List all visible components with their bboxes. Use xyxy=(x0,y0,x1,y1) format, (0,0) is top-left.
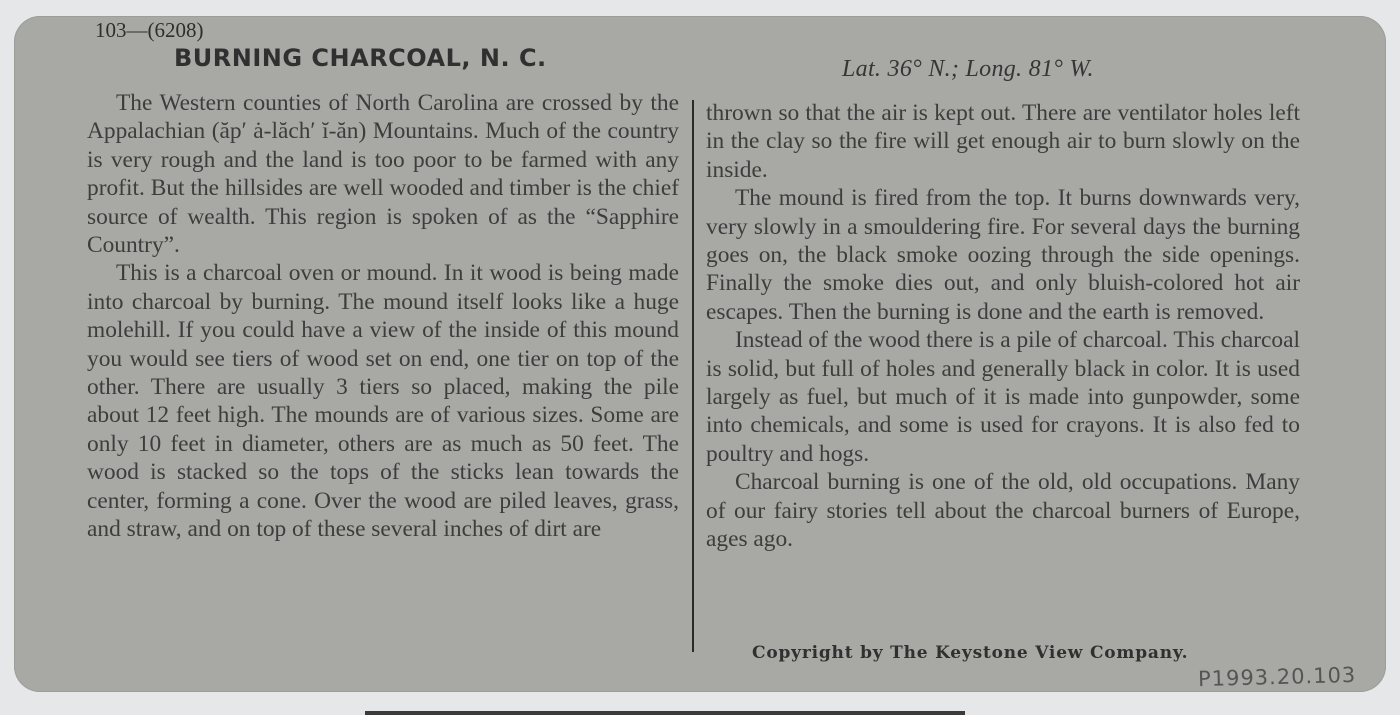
text-column-right xyxy=(706,99,1300,554)
catalog-number: 103—(6208) xyxy=(95,18,204,42)
paragraph: Charcoal burning is one of the old, old occupations. Many of our fairy stories tell about the charcoal burners of Europe, ages ago. xyxy=(706,469,1300,553)
text-column-left xyxy=(87,89,679,544)
background-edge xyxy=(365,711,965,715)
paragraph: This is a charcoal oven or mound. In it wood is being made into charcoal by burning. The mound itself looks like a huge molehill. If you could have a view of the inside of this mound you would see tiers of wood set on end, one tier on top of the other. There are usually 3 tiers so placed, making the pile about 12 feet high. The mounds are of various sizes. Some are only 10 feet in diameter, others are as much as 50 feet. The wood is stacked so the tops of the sticks lean towards the center, forming a cone. Over the wood are piled leaves, grass, and straw, and on top of these several inches of dirt are xyxy=(87,260,679,543)
coordinates: Lat. 36° N.; Long. 81° W. xyxy=(842,56,1094,82)
paragraph: Instead of the wood there is a pile of charcoal. This charcoal is solid, but full of holes and generally black in color. It is used largely as fuel, but much of it is made into gunpowder, some into chemicals, and some is used for crayons. It is also fed to poultry and hogs. xyxy=(706,327,1300,467)
accession-number: P1993.20.103 xyxy=(1197,662,1357,692)
paragraph: thrown so that the air is kept out. There are ventilator holes left in the clay so the fire will get enough air to burn slowly on the inside. xyxy=(706,100,1300,183)
paragraph: The mound is fired from the top. It burns downwards very, very slowly in a smouldering fire. For several days the burning goes on, the black smoke oozing through the side openings. Finally the smoke dies out, and only bluish-colored hot air escapes. Then the burning is done and the earth is removed. xyxy=(706,185,1300,325)
copyright-notice: Copyright by The Keystone View Company. xyxy=(752,643,1189,663)
paragraph: The Western counties of North Carolina are crossed by the Appalachian (ăp′ ȧ-lăch′ ĭ-ăn) Mountains. Much of the country is very rough and the land is too poor to be farmed with any profit. But the hillsides are well wooded and timber is the chief source of wealth. This region is spoken of as the “Sapphire Country”. xyxy=(87,90,679,259)
card-title: BURNING CHARCOAL, N. C. xyxy=(174,44,547,72)
column-divider xyxy=(692,100,694,652)
